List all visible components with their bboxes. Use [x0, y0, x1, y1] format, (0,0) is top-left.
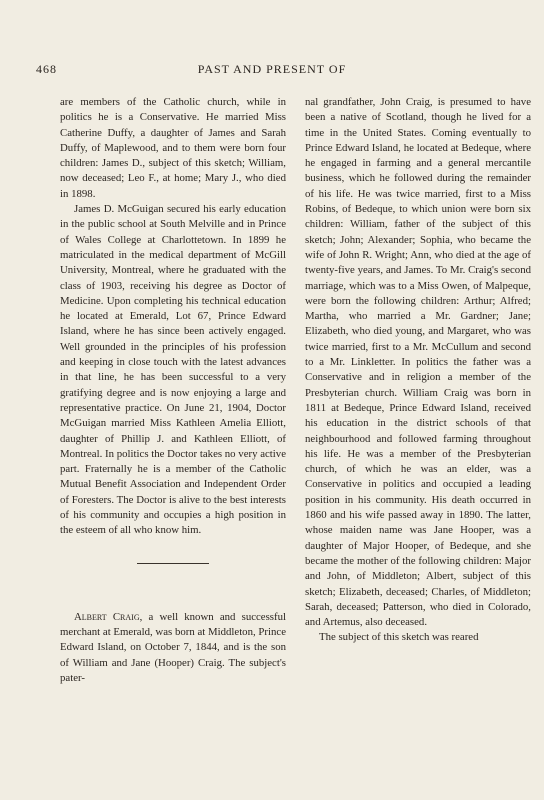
page-header	[0, 62, 544, 82]
paragraph-craig-family: nal grandfather, John Craig, is presumed to have been a native of Scotland, though he lived for a time in the United States. Coming eventually to Prince Edward Island, he located at Bedeque, where he engaged in farming and a general mercantile business, which he followed during the remainder of his life. He was twice married, first to a Miss Robins, of Bedeque, to which union were born six children: William, father of the subject of this sketch; John; Alexander; Sophia, who became the wife of John R. Wright; Ann, who died at the age of twenty-five years, and James. To Mr. Craig's second marriage, which was to a Miss Owen, of Malpeque, were born the following children: Arthur; Alfred; Martha, who married a Mr. Gardner; Jane; Elizabeth, who died young, and Margaret, who was twice married, first to a Mr. McCullum and second to a Mr. Linkletter. In politics the father was a Conservative and in religion a member of the Presbyterian church. William Craig was born in 1811 at Bedeque, Prince Edward Island, received his education in the district schools of that neighbourhood and followed farming throughout his life. He was a member of the Presbyterian church, of which he was an elder, was a Conservative in politics and occupied a leading position in his community. His death occurred in 1860 and his wife passed away in 1890. The latter, whose maiden name was Jane Hooper, was a daughter of Major Hooper, of Bedeque, and she became the mother of the following children: Major and John, of Middleton; Albert, subject of this sketch; Elizabeth, deceased; Charles, of Middleton; Sarah, deceased; Patterson, who died in Colorado, and Artemus, also deceased.	[305, 96, 531, 629]
running-title: PAST AND PRESENT OF	[197, 62, 347, 76]
subject-name: Albert Craig	[74, 610, 140, 623]
section-divider	[137, 563, 209, 564]
paragraph-craig-reared: The subject of this sketch was reared	[319, 631, 479, 644]
paragraph-mcguigan-career: James D. McGuigan secured his early education in the public school at South Melville and in Prince of Wales College at Charlottetown. In 1899 he matriculated in the medical department of McGill University, Montreal, where he graduated with the class of 1903, receiving his degree as Doctor of Medicine. Upon completing his technical education he located at Emerald, Lot 67, Prince Edward Island, where he has since been actively engaged. Well grounded in the principles of his profession and keeping in close touch with the latest advances in that line, he has been successful to a very gratifying degree and is now enjoying a large and representative practice. On June 21, 1904, Doctor McGuigan married Miss Kathleen Amelia Elliott, daughter of Phillip J. and Kathleen Elliott, of Montreal. In politics the Doctor takes no very active part. Fraternally he is a member of the Catholic Mutual Benefit Association and Independent Order of Foresters. The Doctor is alive to the best interests of his community and occupies a high position in the esteem of all who know him.	[60, 203, 286, 537]
paragraph-mcguigan-family: are members of the Catholic church, while in politics he is a Conservative. He married Miss Catherine Duffy, a daughter of James and Sarah Duffy, of Maplewood, and to them were born four children: James D., subject of this sketch; William, now deceased; Leo F., at home; Mary J., who died in 1898.	[60, 96, 286, 200]
left-column	[60, 95, 286, 686]
page-number: 468	[36, 62, 57, 76]
right-column	[305, 95, 531, 646]
paragraph-craig-intro-text: , a well known and successful merchant at Emerald, was born at Middleton, Prince Edward Island, on October 7, 1844, and is the son of William and Jane (Hooper) Craig. The subject's pater-	[60, 610, 287, 684]
paragraph-craig-intro	[60, 610, 286, 686]
